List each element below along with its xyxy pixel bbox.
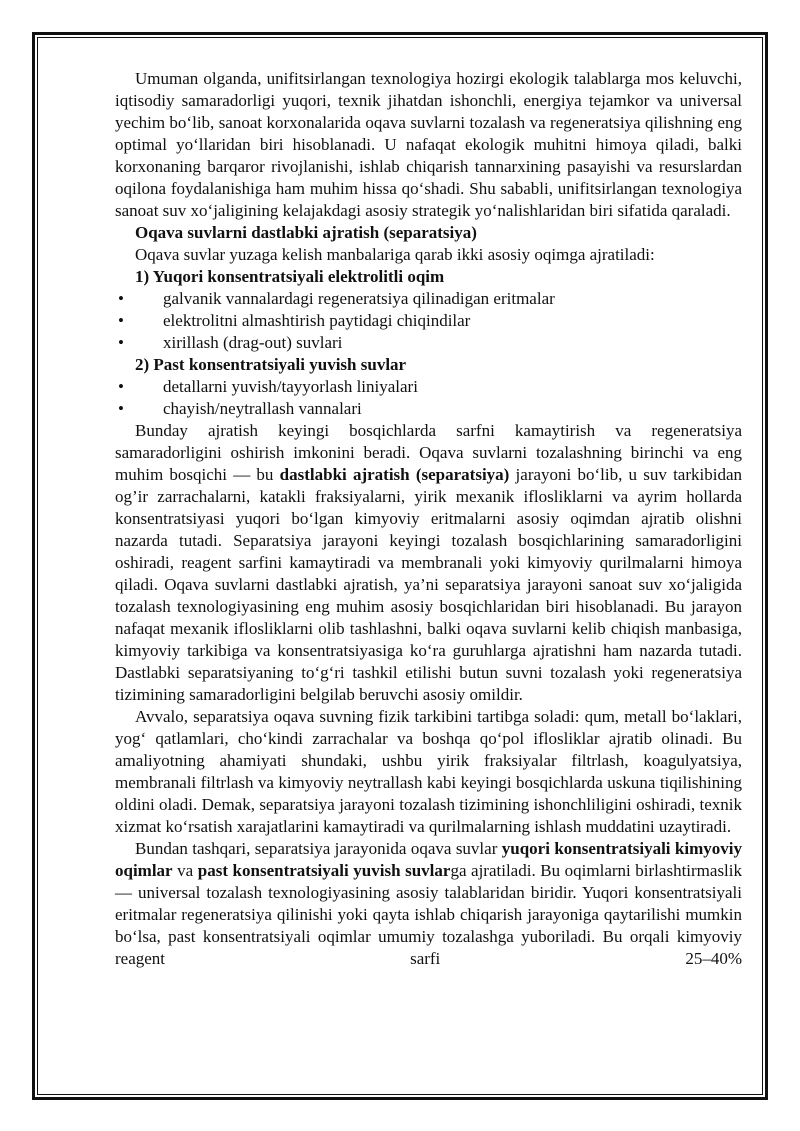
list-item: • galvanik vannalardagi regeneratsiya qilinadigan eritmalar xyxy=(115,288,742,310)
document-body xyxy=(115,68,742,970)
text-run: va xyxy=(172,861,198,880)
list-item: • elektrolitni almashtirish paytidagi chiqindilar xyxy=(115,310,742,332)
paragraph-intro: Umuman olganda, unifitsirlangan texnologiya hozirgi ekologik talablarga mos keluvchi, iqtisodiy samaradorligi yuqori, texnik jihatdan ishonchli, energiya tejamkor va universal yechim bo‘lib, sanoat korxonalarida oqava suvlarni tozalash va regeneratsiya qilishning eng optimal yo‘llaridan biri hisoblanadi. U nafaqat ekologik muhitni himoya qiladi, balki korxonaning barqaror rivojlanishi, ishlab chiqarish tannarxining pasayishi va resurslardan oqilona foydalanishiga ham muhim hissa qo‘shadi. Shu sababli, unifitsirlangan texnologiya sanoat suv xo‘jaligining kelajakdagi asosiy strategik yo‘nalishlaridan biri sifatida qaraladi. xyxy=(115,69,742,220)
text-run: Bundan tashqari, separatsiya jarayonida oqava suvlar xyxy=(135,839,502,858)
section-heading: Oqava suvlarni dastlabki ajratish (separatsiya) xyxy=(135,223,477,242)
paragraph-separation xyxy=(115,420,742,706)
bold-term: yuqori konsentratsiyali kimyoviy oqimlar xyxy=(115,839,742,880)
flow1-heading: 1) Yuqori konsentratsiyali elektrolitli oqim xyxy=(135,267,445,286)
text-run: ga ajratiladi. Bu oqimlarni birlashtirmaslik — universal tozalash texnologiyasining asosiy talablaridan biridir. Yuqori konsentratsiyali eritmalar regeneratsiya qilinishi yoki qayta ishlab chiqarish jarayoniga qaytarilishi mumkin bo‘lsa, past konsentratsiyali oqimlar umumiy tozalashga yuboriladi. Bu orqali kimyoviy reagent sarfi 25–40% xyxy=(115,861,743,968)
list-item: • xirillash (drag-out) suvlari xyxy=(115,332,742,354)
flow2-list xyxy=(115,376,742,420)
bold-term: past konsentratsiyali yuvish suvlar xyxy=(197,861,451,880)
paragraph-physical: Avvalo, separatsiya oqava suvning fizik tarkibini tartibga soladi: qum, metall bo‘laklari, yog‘ qatlamlari, cho‘kindi zarrachalar va boshqa qo‘pol iflosliklar ajratib olinadi. Bu amaliyotning ahamiyati shundaki, ushbu yirik fraksiyalar filtrlash, koagulyatsiya, membranali filtrlash va kimyoviy neytrallash kabi keyingi bosqichlarda uskuna tiqilishining oldini oladi. Demak, separatsiya jarayoni tozalash tizimining ishonchliligini oshiradi, texnik xizmat ko‘rsatish xarajatlarini kamaytiradi va qurilmalarning ishlash muddatini uzaytiradi. xyxy=(115,707,742,836)
flow2-heading: 2) Past konsentratsiyali yuvish suvlar xyxy=(135,355,407,374)
flow1-list xyxy=(115,288,742,354)
flows-intro: Oqava suvlar yuzaga kelish manbalariga qarab ikki asosiy oqimga ajratiladi: xyxy=(135,245,655,264)
text-run: jarayoni bo‘lib, u suv tarkibidan og’ir zarrachalarni, katakli fraksiyalarni, yirik mexanik iflosliklarni va ayrim hollarda konsentratsiyasi yuqori bo‘lgan kimyoviy eritmalarni asosiy oqimdan ajratib olishni nazarda tutadi. Separatsiya jarayoni keyingi tozalash bosqichlarining samaradorligini oshiradi, reagent sarfini kamaytiradi va membranali yoki kimyoviy qurilmalarni himoya qiladi. Oqava suvlarni dastlabki ajratish, ya’ni separatsiya jarayoni sanoat suv xo‘jaligida tozalash texnologiyasining eng muhim asosiy bosqichlaridan biri hisoblanadi. Bu jarayon nafaqat mexanik iflosliklarni olib tashlashni, balki oqava suvlarni kelib chiqish manbasiga, kimyoviy tarkibiga va konsentratsiyasiga ko‘ra guruhlarga ajratishni ham nazarda tutadi. Dastlabki separatsiyaning to‘g‘ri tashkil etilishi butun suvni tozalash yoki regeneratsiya tizimining samaradorligini belgilab beruvchi asosiy omildir. xyxy=(115,465,743,704)
bold-term: dastlabki ajratish (separatsiya) xyxy=(279,465,510,484)
list-item: • detallarni yuvish/tayyorlash liniyalari xyxy=(115,376,742,398)
paragraph-flows xyxy=(115,838,742,970)
text-run: Bunday ajratish keyingi bosqichlarda sarfni kamaytirish va regeneratsiya samaradorligini oshirish imkonini beradi. Oqava suvlarni tozalashning birinchi va eng muhim bosqichi — bu xyxy=(115,421,742,484)
list-item: • chayish/neytrallash vannalari xyxy=(115,398,742,420)
